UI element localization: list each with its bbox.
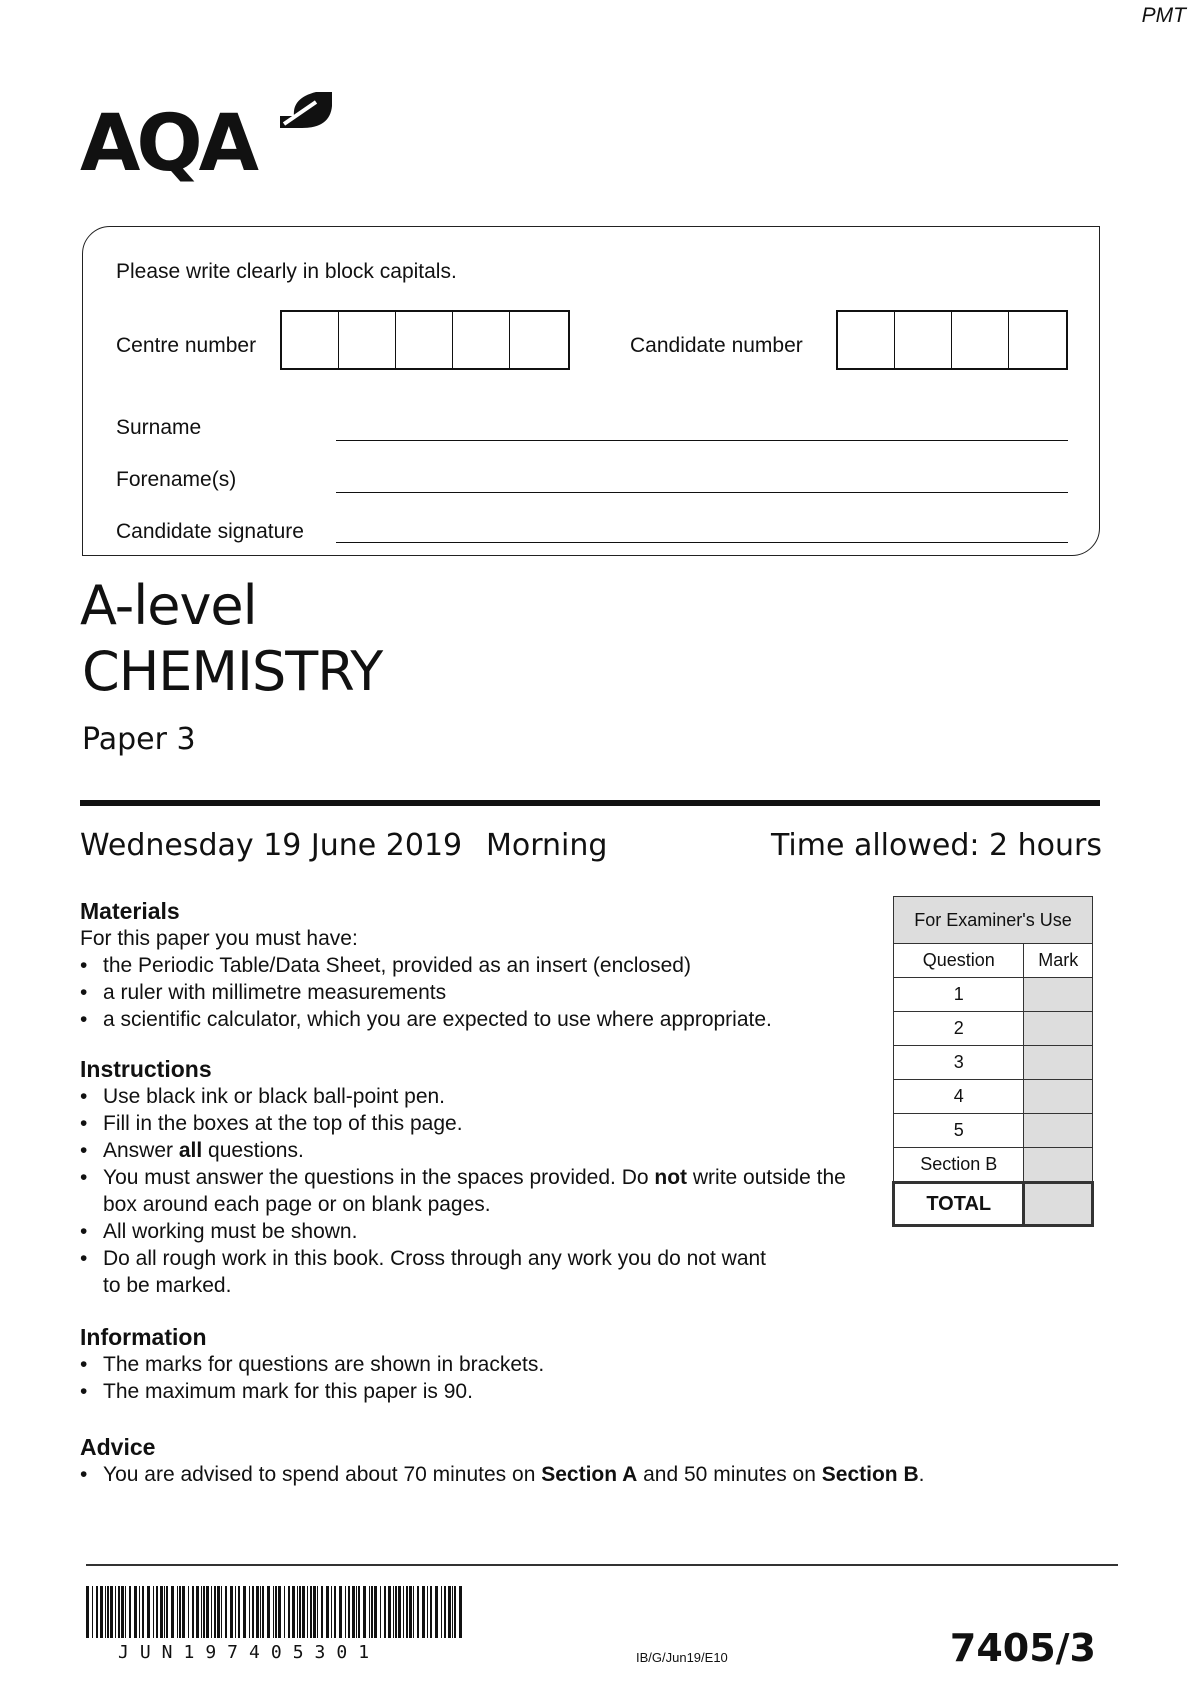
centre-digit-box[interactable] bbox=[396, 312, 453, 368]
centre-number-label: Centre number bbox=[116, 334, 257, 357]
centre-digit-box[interactable] bbox=[510, 312, 567, 368]
centre-digit-box[interactable] bbox=[453, 312, 510, 368]
mark-cell[interactable] bbox=[1024, 978, 1093, 1012]
mark-cell[interactable] bbox=[1024, 1046, 1093, 1080]
candidate-digit-box[interactable] bbox=[895, 312, 952, 368]
barcode-number: JUN197405301 bbox=[118, 1642, 381, 1663]
mark-column-header: Mark bbox=[1024, 944, 1093, 978]
corner-mark: PMT bbox=[1141, 4, 1186, 27]
forename-label: Forename(s) bbox=[116, 468, 237, 491]
paper-title: Paper 3 bbox=[82, 722, 196, 757]
question-number: 5 bbox=[894, 1114, 1024, 1148]
question-column-header: Question bbox=[894, 944, 1024, 978]
block-capitals-instruction: Please write clearly in block capitals. bbox=[116, 260, 457, 283]
information-list bbox=[80, 1351, 870, 1405]
time-allowed: Time allowed: 2 hours bbox=[770, 828, 1102, 863]
document-reference: IB/G/Jun19/E10 bbox=[636, 1650, 728, 1665]
mark-cell[interactable] bbox=[1024, 1114, 1093, 1148]
signature-label: Candidate signature bbox=[116, 520, 304, 543]
signature-field[interactable] bbox=[336, 542, 1068, 543]
centre-number-boxes[interactable] bbox=[280, 310, 570, 370]
centre-digit-box[interactable] bbox=[339, 312, 396, 368]
instructions-list bbox=[80, 1083, 870, 1299]
title-divider bbox=[80, 800, 1100, 806]
information-heading: Information bbox=[80, 1324, 207, 1350]
subject-title: CHEMISTRY bbox=[82, 640, 383, 703]
barcode bbox=[86, 1586, 468, 1638]
exam-date: Wednesday 19 June 2019 bbox=[80, 828, 463, 863]
question-number: 3 bbox=[894, 1046, 1024, 1080]
question-number: 4 bbox=[894, 1080, 1024, 1114]
forename-field[interactable] bbox=[336, 492, 1068, 493]
advice-heading: Advice bbox=[80, 1434, 156, 1460]
candidate-digit-box[interactable] bbox=[838, 312, 895, 368]
candidate-number-boxes[interactable] bbox=[836, 310, 1068, 370]
list-item: • The marks for questions are shown in brackets. bbox=[80, 1351, 870, 1378]
centre-digit-box[interactable] bbox=[282, 312, 339, 368]
mark-cell[interactable] bbox=[1024, 1148, 1093, 1183]
list-item: • You are advised to spend about 70 minutes on Section A and 50 minutes on Section B. bbox=[80, 1461, 1080, 1488]
question-number: Section B bbox=[894, 1148, 1024, 1183]
total-mark-cell[interactable] bbox=[1024, 1183, 1093, 1226]
footer-divider bbox=[86, 1564, 1118, 1566]
list-item: • a scientific calculator, which you are expected to use where appropriate. bbox=[80, 1006, 860, 1033]
mark-cell[interactable] bbox=[1024, 1012, 1093, 1046]
aqa-logo bbox=[80, 88, 340, 184]
materials-heading: Materials bbox=[80, 898, 180, 924]
surname-label: Surname bbox=[116, 416, 202, 439]
list-item: • Fill in the boxes at the top of this page. bbox=[80, 1110, 870, 1137]
exam-session: Morning bbox=[486, 828, 608, 863]
paper-code: 7405/3 bbox=[949, 1626, 1096, 1670]
materials-intro: For this paper you must have: bbox=[80, 927, 358, 950]
list-item: • Answer all questions. bbox=[80, 1137, 870, 1164]
mark-cell[interactable] bbox=[1024, 1080, 1093, 1114]
advice-list bbox=[80, 1461, 1080, 1488]
question-number: 2 bbox=[894, 1012, 1024, 1046]
list-item: • All working must be shown. bbox=[80, 1218, 870, 1245]
surname-field[interactable] bbox=[336, 440, 1068, 441]
list-item: • Use black ink or black ball-point pen. bbox=[80, 1083, 870, 1110]
list-item: • Do all rough work in this book. Cross through any work you do not want to be marked. bbox=[80, 1245, 773, 1299]
instructions-heading: Instructions bbox=[80, 1056, 212, 1082]
list-item: • The maximum mark for this paper is 90. bbox=[80, 1378, 870, 1405]
candidate-digit-box[interactable] bbox=[1009, 312, 1066, 368]
qualification-level: A-level bbox=[80, 574, 257, 637]
question-number: 1 bbox=[894, 978, 1024, 1012]
total-label: TOTAL bbox=[894, 1183, 1024, 1226]
list-item: • the Periodic Table/Data Sheet, provided as an insert (enclosed) bbox=[80, 952, 860, 979]
materials-list bbox=[80, 952, 860, 1033]
examiner-use-table bbox=[892, 896, 1094, 1227]
candidate-number-label: Candidate number bbox=[630, 334, 803, 357]
list-item: • a ruler with millimetre measurements bbox=[80, 979, 860, 1006]
candidate-digit-box[interactable] bbox=[952, 312, 1009, 368]
list-item: • You must answer the questions in the spaces provided. Do not write outside the box around each page or on blank pages. bbox=[80, 1164, 870, 1218]
logo-text: AQA bbox=[80, 99, 256, 184]
examiner-table-title: For Examiner's Use bbox=[894, 897, 1093, 944]
